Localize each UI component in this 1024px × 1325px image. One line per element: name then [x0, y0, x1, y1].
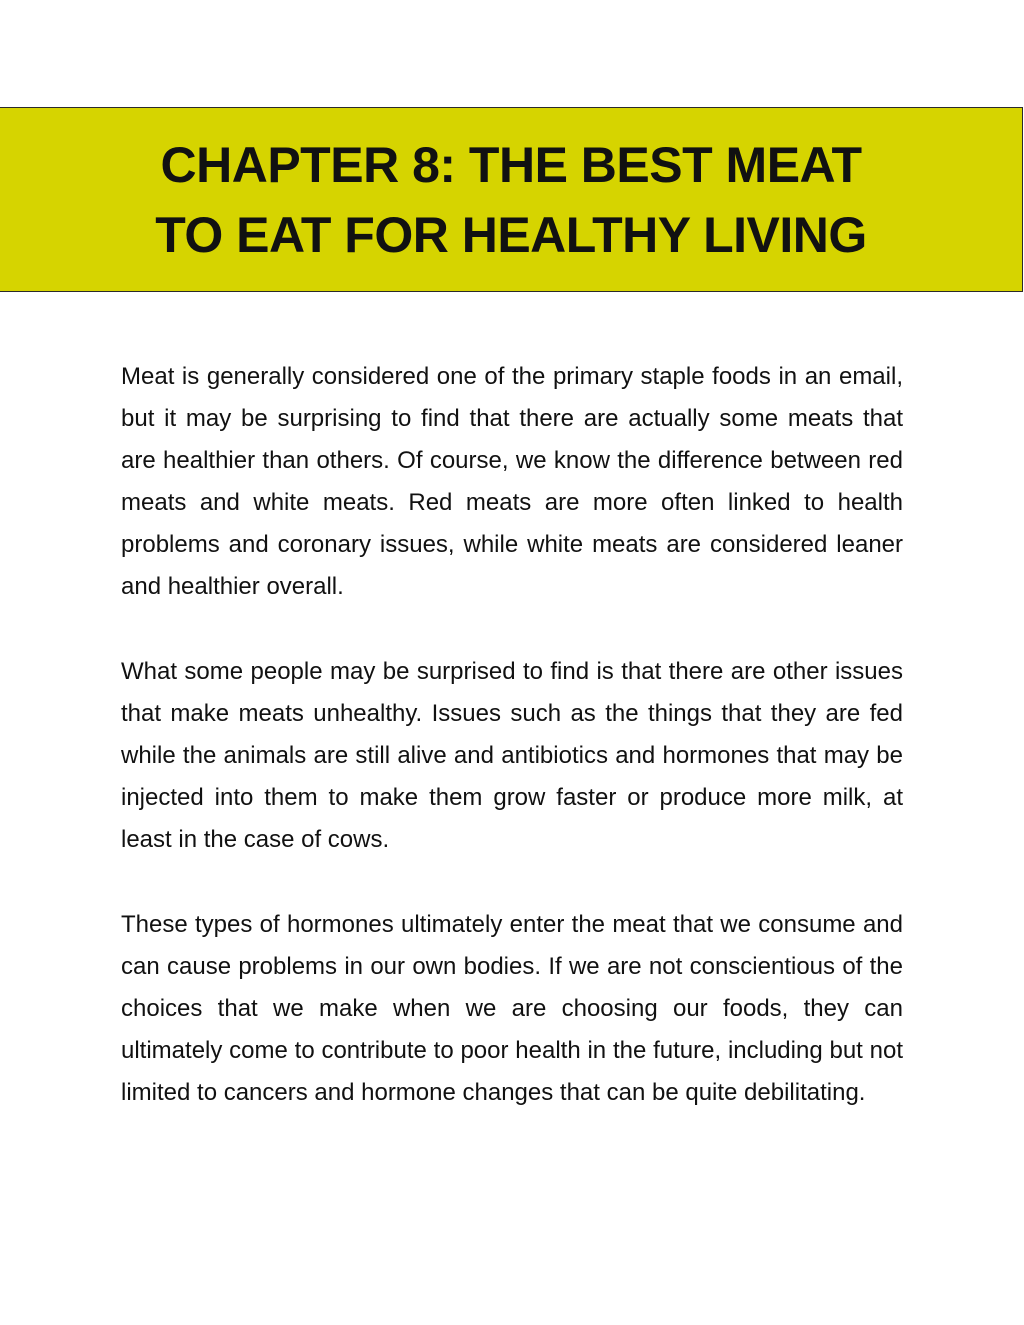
chapter-title-line-2: TO EAT FOR HEALTHY LIVING	[155, 206, 867, 263]
chapter-body	[121, 356, 903, 1157]
chapter-title-line-1: CHAPTER 8: THE BEST MEAT	[160, 136, 862, 193]
paragraph-2: What some people may be surprised to find is that there are other issues that make meats unhealthy. Issues such as the things that they are fed while the animals are still alive and antibiotics and hormones that may be injected into them to make them grow faster or produce more milk, at least in the case of cows.	[121, 658, 903, 853]
paragraph-1: Meat is generally considered one of the primary staple foods in an email, but it may be surprising to find that there are actually some meats that are healthier than others. Of course, we know the difference between red meats and white meats. Red meats are more often linked to health problems and coronary issues, while white meats are considered leaner and healthier overall.	[121, 363, 903, 600]
chapter-title-band	[0, 107, 1023, 292]
paragraph-3: These types of hormones ultimately enter the meat that we consume and can cause problems in our own bodies. If we are not conscientious of the choices that we make when we are choosing our foods, they can ultimately come to contribute to poor health in the future, including but not limited to cancers and hormone changes that can be quite debilitating.	[121, 911, 903, 1106]
